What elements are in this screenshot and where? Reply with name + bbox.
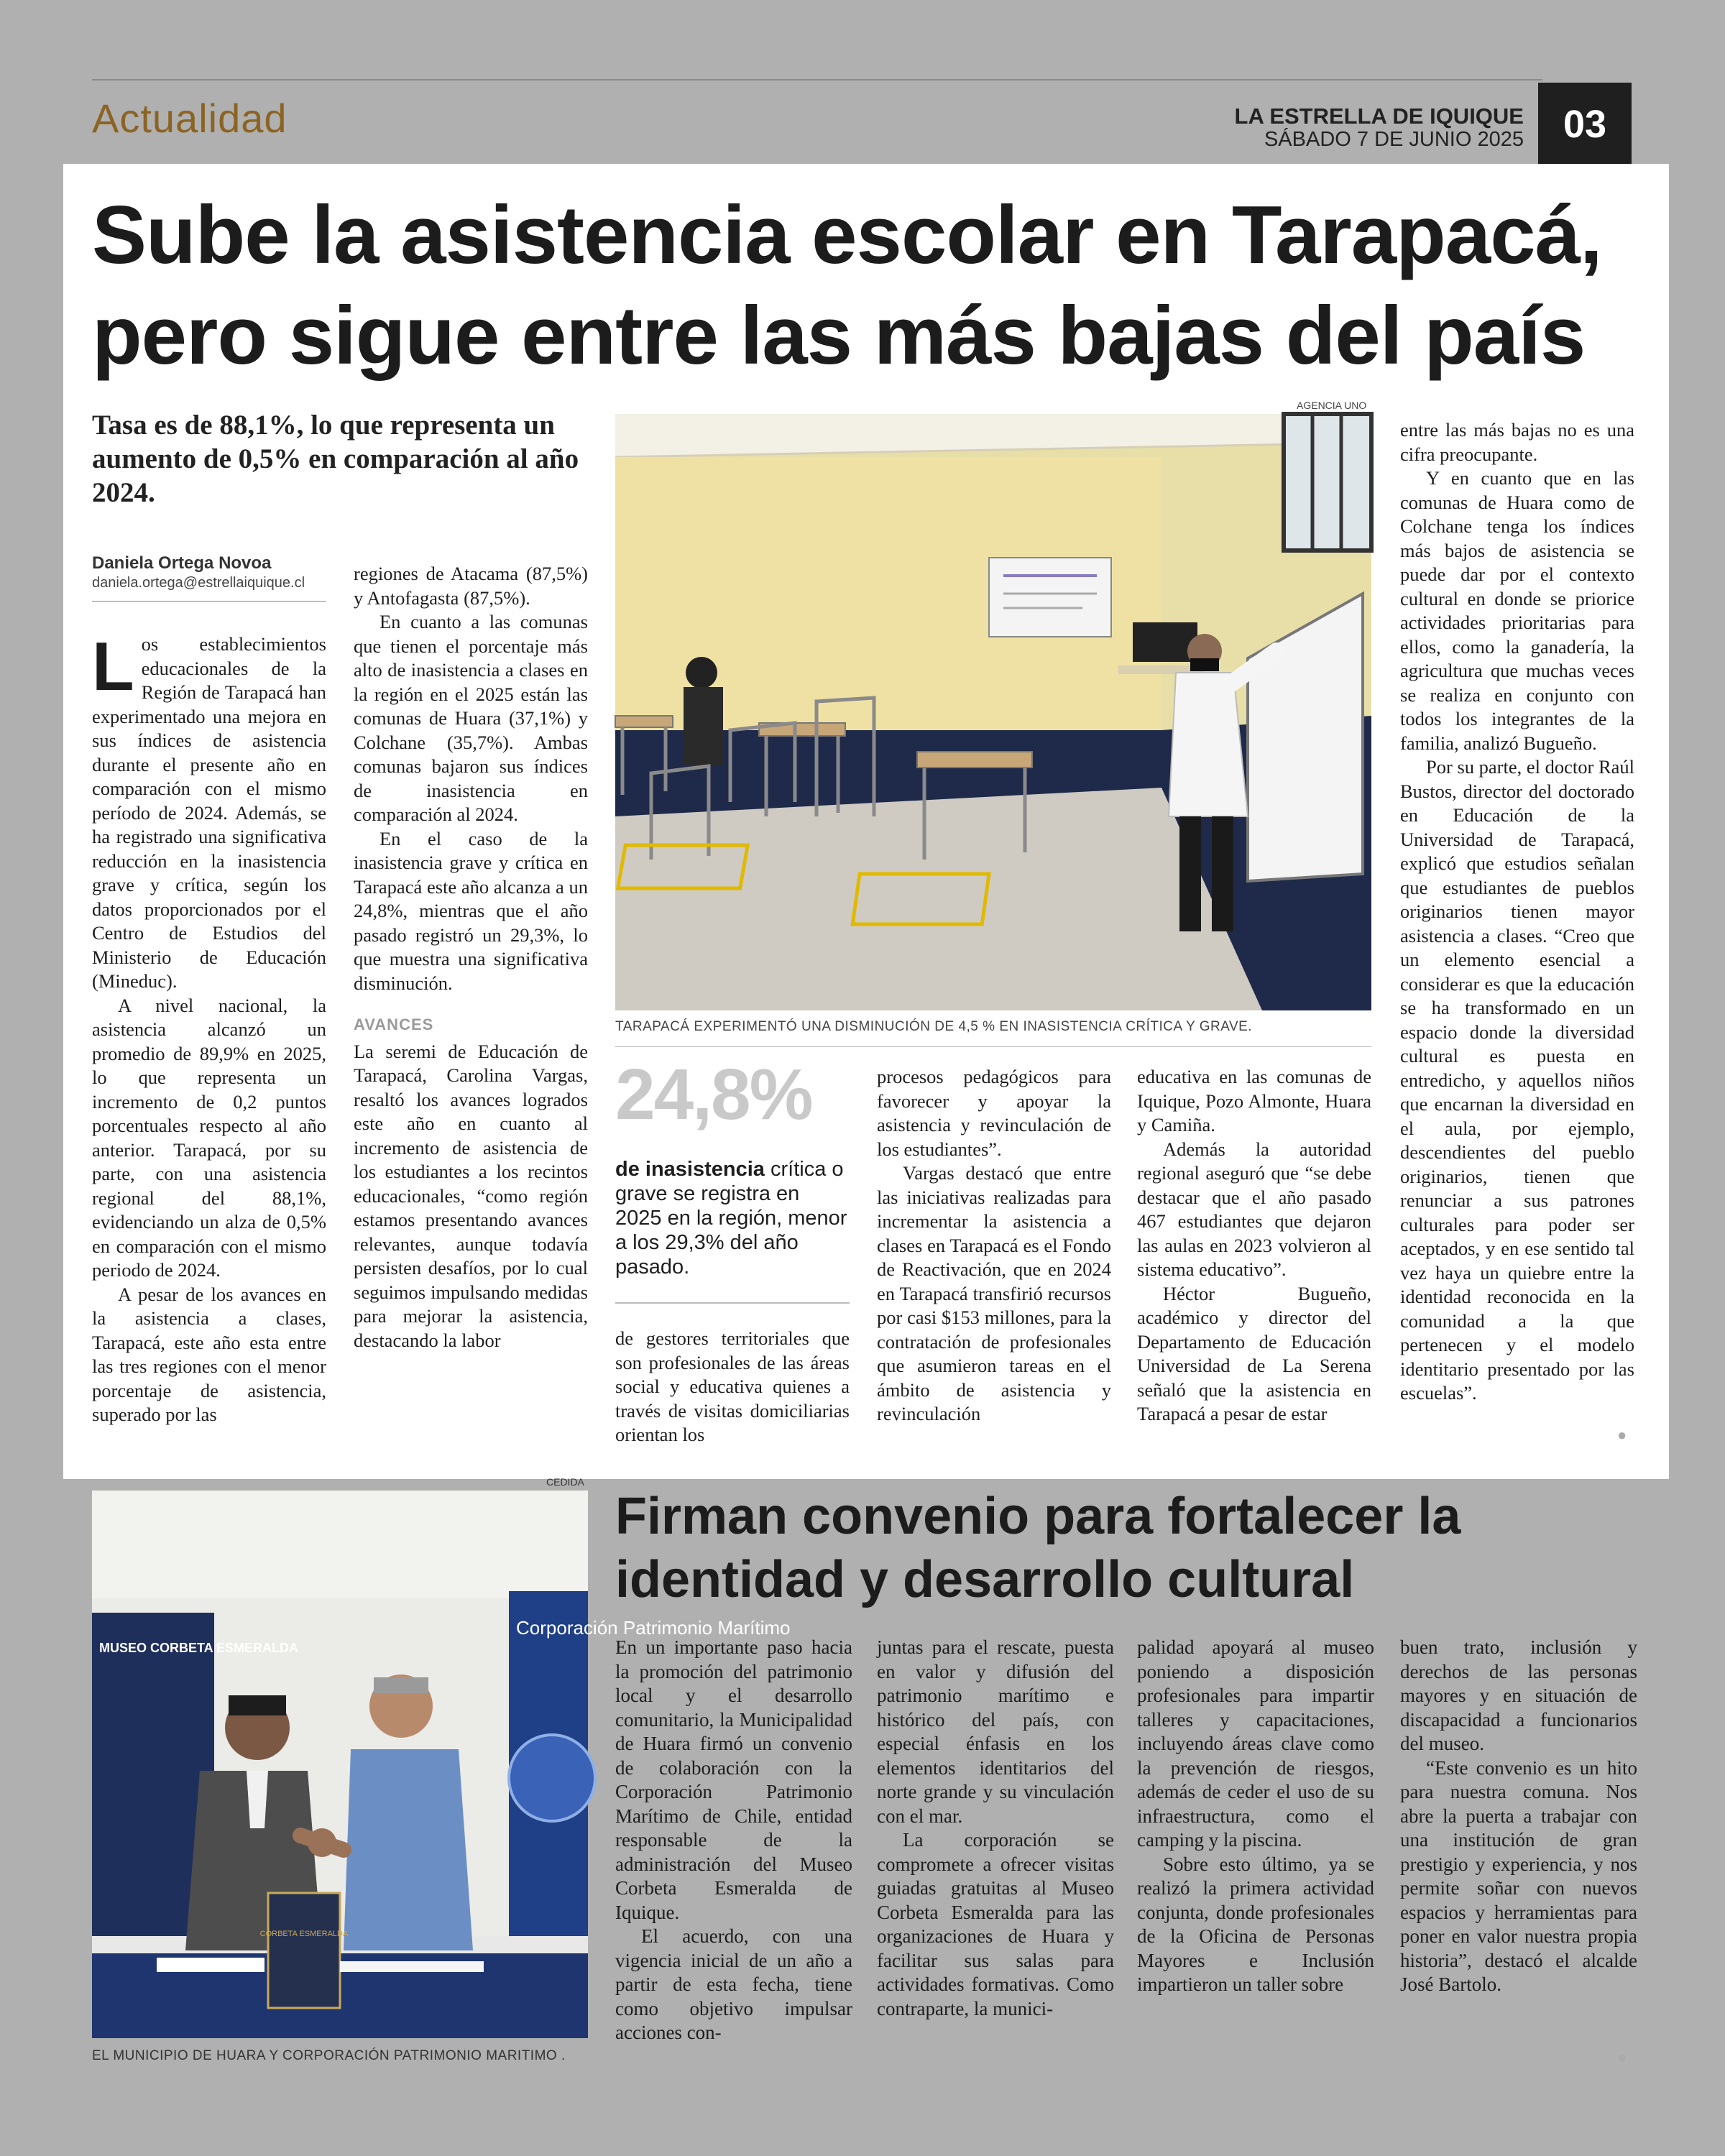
stat-lead: de inasistencia bbox=[615, 1158, 765, 1181]
paragraph: La seremi de Educación de Tarapacá, Carolina Vargas, resaltó los avances logrados este año en cuanto al incremento de asistencia de los estudiantes a los recintos educacionales, “como región estamos presentando avances relevantes, aunque todavía persisten desafíos, por lo cual seguimos impulsando medidas para mejorar la asistencia, destacando la labor bbox=[354, 1040, 588, 1351]
paragraph: buen trato, inclusión y derechos de las personas mayores y en situación de discapacidad a funcionarios del museo. bbox=[1400, 1636, 1637, 1754]
paragraph: El acuerdo, con una vigencia inicial de un año a partir de esta fecha, tiene como objetivo impulsar acciones con- bbox=[615, 1925, 852, 2043]
article-headline: Firman convenio para fortalecer la identidad y desarrollo cultural bbox=[615, 1488, 1461, 1608]
paragraph: os establecimientos educacionales de la Región de Tarapacá han experimentado una mejora en sus índices de asistencia durante el presente año en comparación con el mismo período de 2024. Además, se ha registrado una significativa reducción en la inasistencia grave y crítica, según los datos proporcionados por el Centro de Estudios del Ministerio de Educación (Mineduc). bbox=[92, 633, 326, 992]
book-title: CORBETA ESMERALDA bbox=[259, 1930, 349, 1938]
paragraph: A pesar de los avances en la asistencia a clases, Tarapacá, este año esta entre las tres regiones con el menor porcentaje de asistencia, superado por las bbox=[92, 1283, 326, 1425]
paragraph: juntas para el rescate, puesta en valor y difusión del patrimonio marítimo e histórico del país, con especial énfasis en los elementos identitarios del norte grande y su vinculación con el mar. bbox=[877, 1636, 1114, 1827]
paragraph: de gestores territoriales que son profesionales de las áreas social y educativa quienes a través de visitas domiciliarias orientan los bbox=[615, 1327, 850, 1445]
article2-column-4 bbox=[1400, 1636, 1637, 1997]
photo-credit: CEDIDA bbox=[546, 1476, 584, 1488]
end-mark-icon: ● bbox=[1617, 2048, 1627, 2066]
paragraph: procesos pedagógicos para favorecer y apoyar la asistencia y revinculación de los estudiantes”. bbox=[877, 1066, 1111, 1160]
article-deck: Tasa es de 88,1%, lo que representa un aumento de 0,5% en comparación al año 2024. bbox=[92, 410, 579, 508]
photo-credit: AGENCIA UNO bbox=[1297, 400, 1367, 411]
article-column-1 bbox=[92, 628, 326, 1427]
article2-column-1 bbox=[615, 1636, 852, 2045]
paragraph: “Este convenio es un hito para nuestra comuna. Nos abre la puerta a trabajar con una institución de gran prestigio y experiencia, y nos permite soñar con nuevos espacios y herramientas para poner en valor nuestra propia historia”, destacó el alcalde José Bartolo. bbox=[1400, 1756, 1637, 1995]
article-column-5 bbox=[1137, 1065, 1371, 1427]
article-column-6 bbox=[1400, 418, 1634, 1406]
masthead bbox=[1235, 105, 1524, 151]
classroom-photo bbox=[615, 414, 1371, 1010]
banner-left-label: MUSEO CORBETA ESMERALDA bbox=[99, 1641, 299, 1655]
paragraph: Héctor Bugueño, académico y director del Departamento de Educación Universidad de La Serena señaló que la asistencia en Tarapacá a pesar de estar bbox=[1137, 1282, 1371, 1424]
page-number: 03 bbox=[1538, 83, 1632, 165]
paragraph: regiones de Atacama (87,5%) y Antofagasta (87,5%). bbox=[354, 563, 588, 609]
stat-rest: crítica o grave se registra en 2025 en la región, menor a los 29,3% del año pasado. bbox=[615, 1158, 847, 1279]
stat-value: 24,8% bbox=[615, 1054, 812, 1135]
article-column-4 bbox=[877, 1065, 1111, 1427]
paragraph: Vargas destacó que entre las iniciativas realizadas para incrementar la asistencia a clases en Tarapacá es el Fondo de Reactivación, que en 2024 en Tarapacá transfirió recursos por casi $153 millones, para la contratación de profesionales que asumieron tareas en el ámbito de asistencia y revinculación bbox=[877, 1162, 1111, 1424]
paragraph: Por su parte, el doctor Raúl Bustos, director del doctorado en Educación de la Universidad de Tarapacá, explicó que estudios señalan que estudiantes de pueblos originarios tienen mayor asistencia a clases. “Creo que un elemento esencial a considerar es que la educación se ha transformado en un espacio donde la diversidad cultural es puesta en entredicho, y aquellos niños que encarnan la diversidad en el aula, por ejemplo, descendientes del pueblo originarios, tienen que renunciar a sus patrones culturales para poder ser aceptados, y en ese sentido tal vez haya un quiebre entre la identidad reconocida en la comunidad a la que pertenecen y el modelo identitario presentado por las escuelas”. bbox=[1400, 756, 1634, 1404]
stat-divider bbox=[615, 1302, 850, 1304]
paragraph: entre las más bajas no es una cifra preocupante. bbox=[1400, 419, 1634, 465]
stat-divider bbox=[615, 1046, 1371, 1047]
header-rule bbox=[92, 79, 1542, 80]
paper-name: LA ESTRELLA DE IQUIQUE bbox=[1234, 103, 1524, 129]
paragraph: palidad apoyará al museo poniendo a disposición profesionales para impartir talleres y capacitaciones, incluyendo áreas clave como la prevención de riesgos, además de ceder el uso de su infraestructura, como el camping y la piscina. bbox=[1137, 1636, 1374, 1851]
article2-column-3 bbox=[1137, 1636, 1374, 1997]
article-column-3 bbox=[615, 1327, 850, 1447]
paragraph: En cuanto a las comunas que tienen el porcentaje más alto de inasistencia a clases en la región en el 2025 están las comunas de Huara (37,1%) y Colchane (35,7%). Ambas comunas bajaron sus índices de inasistencia en comparación al 2024. bbox=[354, 611, 588, 825]
paragraph: La corporación se compromete a ofrecer visitas guiadas gratuitas al Museo Corbeta Esmeralda para las organizaciones de Huara y facilitar sus salas para actividades formativas. Como contraparte, la munici- bbox=[877, 1829, 1114, 2019]
publication-date: SÁBADO 7 DE JUNIO 2025 bbox=[1264, 128, 1524, 151]
banner-right-label: Corporación Patrimonio Marítimo bbox=[516, 1617, 791, 1639]
stat-description bbox=[615, 1157, 850, 1279]
article2-column-2 bbox=[877, 1636, 1114, 2021]
paragraph: En el caso de la inasistencia grave y crítica en Tarapacá este año alcanza a un 24,8%, mientras que el año pasado registró un 29,3%, lo que muestra una significativa disminución. bbox=[354, 827, 588, 994]
paragraph: educativa en las comunas de Iquique, Pozo Almonte, Huara y Camiña. bbox=[1137, 1066, 1371, 1135]
author-divider bbox=[92, 601, 326, 602]
paragraph: En un importante paso hacia la promoción del patrimonio local y el desarrollo comunitario, la Municipalidad de Huara firmó un convenio de colaboración con la Corporación Patrimonio Marítimo de Chile, entidad responsable de la administración del Museo Corbeta Esmeralda de Iquique. bbox=[615, 1636, 852, 1923]
drop-cap: L bbox=[92, 628, 134, 705]
paragraph: Y en cuanto que en las comunas de Huara como de Colchane tenga los índices más bajos de asistencia se puede dar por el contexto cultural en donde se priorice actividades prioritarias para ellos, como la ganadería, la agricultura que muchas veces se realiza en conjunto con todos los integrantes de la familia, analizó Bugueño. bbox=[1400, 467, 1634, 754]
end-mark-icon: ● bbox=[1617, 1426, 1627, 1444]
paragraph: Además la autoridad regional aseguró que “se debe destacar que el año pasado 467 estudiantes que dejaron las aulas en 2023 volvieron al sistema educativo”. bbox=[1137, 1138, 1371, 1280]
paragraph: Sobre esto último, ya se realizó la primera actividad conjunta, donde profesionales de la Oficina de Personas Mayores e Inclusión impartieron un taller sobre bbox=[1137, 1853, 1374, 1995]
paragraph: A nivel nacional, la asistencia alcanzó un promedio de 89,9% en 2025, lo que representa un incremento de 0,2 puntos porcentuales respecto al año anterior. Tarapacá, por su parte, con una asistencia regional del 88,1%, evidenciando un alza de 0,5% en comparación con el mismo periodo de 2024. bbox=[92, 994, 326, 1281]
section-label: Actualidad bbox=[92, 96, 288, 141]
photo-caption: TARAPACÁ EXPERIMENTÓ UNA DISMINUCIÓN DE 4,5 % EN INASISTENCIA CRÍTICA Y GRAVE. bbox=[615, 1019, 1253, 1034]
article-column-2 bbox=[354, 562, 588, 1353]
article-headline: Sube la asistencia escolar en Tarapacá, pero sigue entre las más bajas del país bbox=[92, 190, 1602, 382]
author-name: Daniela Ortega Novoa bbox=[92, 553, 272, 573]
photo-caption: EL MUNICIPIO DE HUARA Y CORPORACIÓN PATRIMONIO MARITIMO . bbox=[92, 2048, 566, 2063]
subhead: AVANCES bbox=[354, 1015, 434, 1033]
author-email: daniela.ortega@estrellaiquique.cl bbox=[92, 575, 305, 591]
